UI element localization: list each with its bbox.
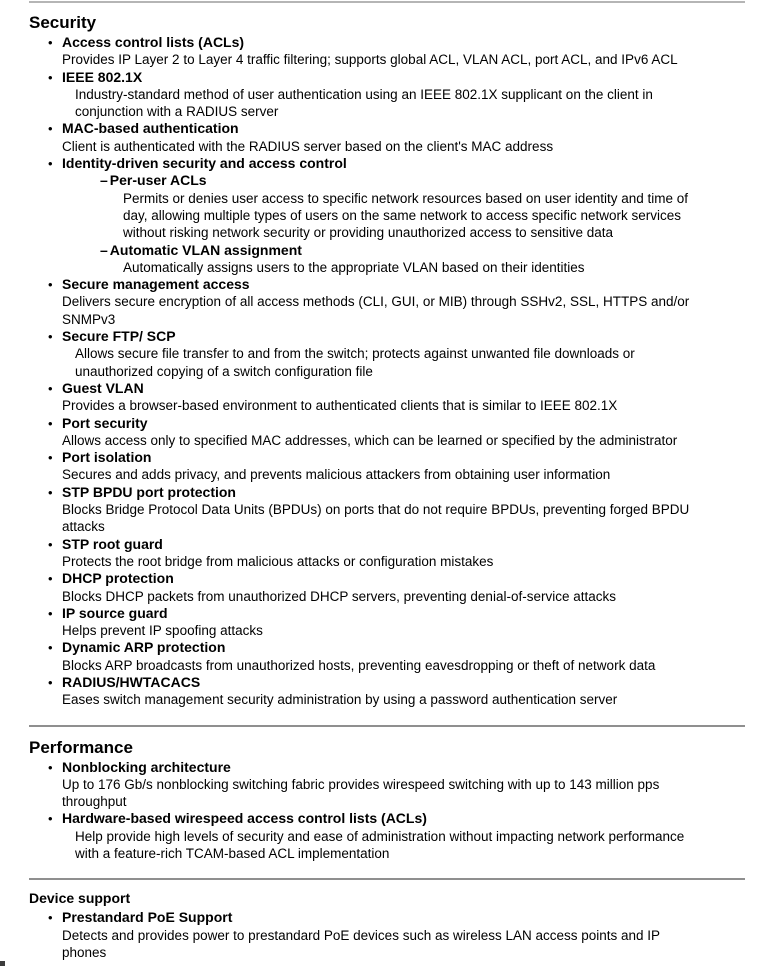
feature-item (29, 909, 745, 961)
section-title: Security (29, 13, 97, 32)
feature-list (29, 759, 745, 863)
feature-description (62, 432, 745, 449)
feature-item (29, 415, 745, 450)
feature-item (29, 34, 745, 69)
description-line: Help provide high levels of security and ease of administration without impacting network performance (75, 828, 685, 844)
bullet-icon: • (48, 380, 53, 396)
feature-title: STP BPDU port protection (62, 483, 236, 500)
description-line: Industry-standard method of user authentication using an IEEE 802.1X supplicant on the client in (75, 86, 653, 102)
feature-title: Port security (62, 414, 148, 431)
description-line: throughput (62, 794, 127, 810)
feature-description (62, 397, 745, 414)
feature-subtitle-row (100, 172, 745, 189)
feature-title: Hardware-based wirespeed access control lists (ACLs) (62, 810, 427, 827)
section-title: Performance (29, 737, 133, 757)
bullet-icon: • (48, 605, 53, 621)
description-line: without risking network security or providing unauthorized access to sensitive data (123, 225, 613, 241)
feature-subtitle: Per-user ACLs (109, 172, 207, 189)
feature-description (62, 588, 745, 605)
description-line: with a feature-rich TCAM-based ACL implementation (75, 846, 390, 862)
document-page (0, 1, 781, 969)
description-line: Allows secure file transfer to and from the switch; protects against unwanted file downloads or (75, 346, 635, 362)
description-line: Provides IP Layer 2 to Layer 4 traffic filtering; supports global ACL, VLAN ACL, port ACL, and IPv6 ACL (62, 52, 678, 68)
feature-description (62, 927, 745, 962)
feature-section (29, 878, 745, 961)
feature-item (29, 536, 745, 571)
description-line: unauthorized copying of a switch configuration file (75, 363, 373, 379)
feature-description (62, 553, 745, 570)
bullet-icon: • (48, 156, 53, 172)
feature-title: IEEE 802.1X (62, 68, 143, 85)
feature-title: MAC-based authentication (62, 120, 239, 137)
feature-subtitle: Automatic VLAN assignment (109, 241, 302, 258)
description-line: Delivers secure encryption of all access methods (CLI, GUI, or MIB) through SSHv2, SSL, HTTPS and/or (62, 294, 690, 310)
bullet-icon: • (48, 277, 53, 293)
sections-container (29, 1, 745, 961)
feature-item (29, 484, 745, 536)
bullet-icon: • (48, 329, 53, 345)
feature-item (29, 605, 745, 640)
feature-title: RADIUS/HWTACACS (62, 673, 201, 690)
feature-item (29, 120, 745, 155)
description-line: Detects and provides power to prestandard PoE devices such as wireless LAN access points and IP (62, 927, 661, 943)
dash-icon: – (100, 172, 108, 189)
feature-subitem (62, 242, 745, 277)
bullet-icon: • (48, 910, 53, 926)
bullet-icon: • (48, 674, 53, 690)
description-line: Eases switch management security administration by using a password authentication server (62, 692, 618, 708)
feature-title: Secure management access (62, 276, 250, 293)
feature-description (62, 776, 745, 811)
description-line: day, allowing multiple types of users on the same network to access specific network services (123, 207, 681, 223)
description-line: phones (62, 944, 107, 960)
description-line: Allows access only to specified MAC addresses, which can be learned or specified by the administrator (62, 432, 678, 448)
feature-description (62, 293, 745, 328)
bullet-icon: • (48, 811, 53, 827)
feature-item (29, 449, 745, 484)
feature-item (29, 155, 745, 276)
description-line: Up to 176 Gb/s nonblocking switching fabric provides wirespeed switching with up to 143 million pps (62, 776, 660, 792)
description-line: Provides a browser-based environment to authenticated clients that is similar to IEEE 802.1X (62, 398, 618, 414)
feature-title: STP root guard (62, 535, 163, 552)
feature-item (29, 810, 745, 862)
section-divider (29, 725, 745, 727)
feature-subtitle-row (100, 242, 745, 259)
description-line: Helps prevent IP spoofing attacks (62, 623, 263, 639)
bullet-icon: • (48, 450, 53, 466)
description-line: Secures and adds privacy, and prevents malicious attackers from obtaining user information (62, 467, 611, 483)
feature-item (29, 276, 745, 328)
feature-description (62, 657, 745, 674)
feature-subdescription (123, 259, 745, 276)
page-corner-artifact (0, 961, 5, 966)
feature-item (29, 674, 745, 709)
feature-description (62, 466, 745, 483)
dash-icon: – (100, 241, 108, 258)
feature-description (75, 86, 745, 121)
section-title: Device support (29, 890, 131, 907)
feature-title: Access control lists (ACLs) (62, 34, 245, 50)
feature-description (62, 622, 745, 639)
feature-list (29, 34, 745, 709)
bullet-icon: • (48, 484, 53, 500)
feature-item (29, 380, 745, 415)
feature-item (29, 570, 745, 605)
bullet-icon: • (48, 35, 53, 50)
feature-description (75, 828, 745, 863)
feature-title: Secure FTP/ SCP (62, 328, 176, 345)
description-line: Automatically assigns users to the appropriate VLAN based on their identities (123, 259, 585, 275)
feature-subitem (62, 172, 745, 241)
feature-description (62, 138, 745, 155)
description-line: Client is authenticated with the RADIUS server based on the client's MAC address (62, 138, 554, 154)
description-line: Blocks ARP broadcasts from unauthorized hosts, preventing eavesdropping or theft of network data (62, 657, 656, 673)
description-line: Permits or denies user access to specific network resources based on user identity and time of (123, 190, 689, 206)
feature-title: Identity-driven security and access control (62, 155, 347, 172)
bullet-icon: • (48, 415, 53, 431)
feature-title: IP source guard (62, 604, 168, 621)
section-divider (29, 1, 745, 3)
description-line: SNMPv3 (62, 311, 116, 327)
feature-description (62, 691, 745, 708)
feature-section (29, 1, 745, 709)
bullet-icon: • (48, 121, 53, 137)
description-line: Blocks Bridge Protocol Data Units (BPDUs) on ports that do not require BPDUs, preventing forged BPDU (62, 502, 690, 518)
feature-item (29, 639, 745, 674)
bullet-icon: • (48, 640, 53, 656)
feature-title: Guest VLAN (62, 379, 144, 396)
feature-title: DHCP protection (62, 570, 174, 587)
feature-description (62, 51, 745, 68)
feature-title: Nonblocking architecture (62, 758, 231, 775)
feature-item (29, 328, 745, 380)
feature-title: Dynamic ARP protection (62, 639, 226, 656)
description-line: attacks (62, 519, 105, 535)
feature-title: Prestandard PoE Support (62, 909, 233, 926)
description-line: Blocks DHCP packets from unauthorized DHCP servers, preventing denial-of-service attacks (62, 588, 616, 604)
bullet-icon: • (48, 759, 53, 775)
section-divider (29, 878, 745, 880)
bullet-icon: • (48, 571, 53, 587)
feature-title: Port isolation (62, 449, 152, 466)
bullet-icon: • (48, 69, 53, 85)
feature-list (29, 909, 745, 961)
description-line: Protects the root bridge from malicious attacks or configuration mistakes (62, 553, 494, 569)
description-line: conjunction with a RADIUS server (75, 104, 279, 120)
datasheet-page (0, 1, 781, 961)
feature-subdescription (123, 190, 745, 242)
feature-description (62, 501, 745, 536)
bullet-icon: • (48, 536, 53, 552)
feature-item (29, 69, 745, 121)
feature-section (29, 725, 745, 863)
feature-description (75, 345, 745, 380)
feature-item (29, 759, 745, 811)
